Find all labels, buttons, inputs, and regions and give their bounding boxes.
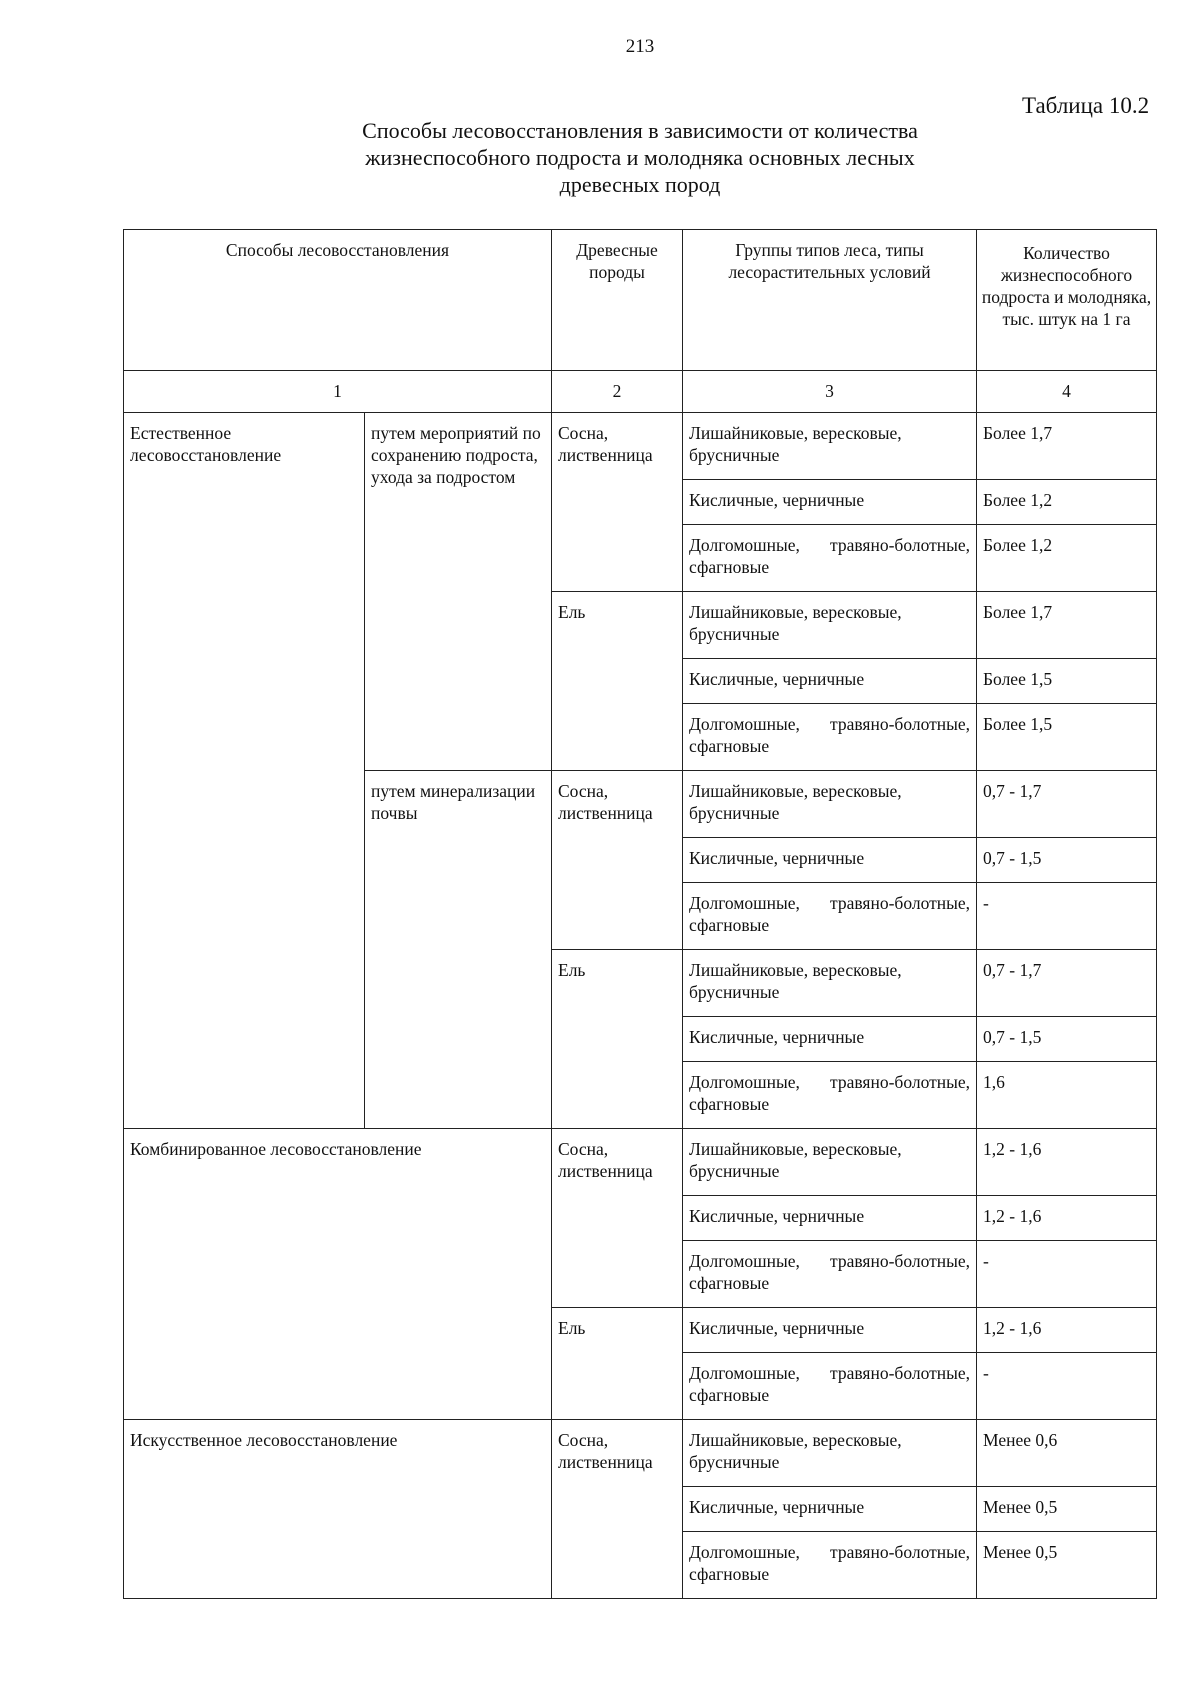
reforestation-table [123, 229, 1157, 1599]
amount-cell: - [977, 883, 1157, 950]
forest-type-cell: Кисличные, черничные [683, 659, 977, 704]
amount-cell: 0,7 - 1,5 [977, 838, 1157, 883]
forest-type-cell: Лишайниковые, вересковые, брусничные [683, 413, 977, 480]
species-cell: Сосна, лиственница [552, 1129, 683, 1308]
forest-type-cell: Долгомошные, травяно-болотные, сфагновые [683, 1532, 977, 1599]
forest-type-cell: Долгомошные, травяно-болотные, сфагновые [683, 525, 977, 592]
method-artificial: Искусственное лесовосстановление [124, 1420, 552, 1599]
forest-type-cell: Долгомошные, травяно-болотные, сфагновые [683, 704, 977, 771]
species-cell: Ель [552, 1308, 683, 1420]
column-number: 4 [977, 371, 1157, 413]
species-cell: Сосна, лиственница [552, 1420, 683, 1599]
forest-type-cell: Долгомошные, травяно-болотные, сфагновые [683, 1353, 977, 1420]
amount-cell: Более 1,7 [977, 592, 1157, 659]
amount-cell: Более 1,5 [977, 704, 1157, 771]
species-cell: Сосна, лиственница [552, 413, 683, 592]
document-title [290, 117, 990, 198]
forest-type-cell: Лишайниковые, вересковые, брусничные [683, 592, 977, 659]
amount-cell: Более 1,2 [977, 525, 1157, 592]
table-row [124, 413, 1157, 480]
page-number: 213 [625, 36, 655, 57]
header-forest-types: Группы типов леса, типы лесорастительных условий [683, 230, 977, 371]
method-natural: Естественное лесовосстановление [124, 413, 365, 1129]
species-cell: Ель [552, 592, 683, 771]
forest-type-cell: Кисличные, черничные [683, 838, 977, 883]
column-number-row [124, 371, 1157, 413]
column-number: 2 [552, 371, 683, 413]
submethod-preserve: путем мероприятий по сохранению подроста, ухода за подростом [365, 413, 552, 771]
amount-cell: - [977, 1353, 1157, 1420]
amount-cell: Менее 0,6 [977, 1420, 1157, 1487]
amount-cell: 0,7 - 1,7 [977, 771, 1157, 838]
forest-type-cell: Долгомошные, травяно-болотные, сфагновые [683, 1062, 977, 1129]
title-line: Способы лесовосстановления в зависимости от количества [362, 118, 918, 143]
forest-type-cell: Долгомошные, травяно-болотные, сфагновые [683, 883, 977, 950]
forest-type-cell: Лишайниковые, вересковые, брусничные [683, 1420, 977, 1487]
forest-type-cell: Лишайниковые, вересковые, брусничные [683, 1129, 977, 1196]
amount-cell: 1,2 - 1,6 [977, 1129, 1157, 1196]
amount-cell: Более 1,5 [977, 659, 1157, 704]
header-methods: Способы лесовосстановления [124, 230, 552, 371]
amount-cell: Менее 0,5 [977, 1532, 1157, 1599]
amount-cell: Более 1,7 [977, 413, 1157, 480]
submethod-mineral: путем минерализации почвы [365, 771, 552, 1129]
forest-type-cell: Кисличные, черничные [683, 480, 977, 525]
forest-type-cell: Кисличные, черничные [683, 1017, 977, 1062]
table-label: Таблица 10.2 [1022, 93, 1150, 118]
table-header-row [124, 230, 1157, 371]
species-cell: Сосна, лиственница [552, 771, 683, 950]
forest-type-cell: Кисличные, черничные [683, 1308, 977, 1353]
forest-type-cell: Лишайниковые, вересковые, брусничные [683, 771, 977, 838]
amount-cell: Более 1,2 [977, 480, 1157, 525]
amount-cell: 0,7 - 1,5 [977, 1017, 1157, 1062]
amount-cell: 0,7 - 1,7 [977, 950, 1157, 1017]
amount-cell: 1,2 - 1,6 [977, 1196, 1157, 1241]
forest-type-cell: Кисличные, черничные [683, 1487, 977, 1532]
title-line: жизнеспособного подроста и молодняка основных лесных [365, 145, 915, 170]
title-line: древесных пород [559, 172, 721, 197]
forest-type-cell: Кисличные, черничные [683, 1196, 977, 1241]
method-combined: Комбинированное лесовосстановление [124, 1129, 552, 1420]
amount-cell: 1,2 - 1,6 [977, 1308, 1157, 1353]
amount-cell: - [977, 1241, 1157, 1308]
table-row [124, 1420, 1157, 1487]
forest-type-cell: Лишайниковые, вересковые, брусничные [683, 950, 977, 1017]
column-number: 3 [683, 371, 977, 413]
amount-cell: 1,6 [977, 1062, 1157, 1129]
amount-cell: Менее 0,5 [977, 1487, 1157, 1532]
table-row [124, 1129, 1157, 1196]
forest-type-cell: Долгомошные, травяно-болотные, сфагновые [683, 1241, 977, 1308]
header-amount: Количество жизнеспособного подроста и молодняка, тыс. штук на 1 га [977, 230, 1157, 371]
column-number: 1 [124, 371, 552, 413]
species-cell: Ель [552, 950, 683, 1129]
header-species: Древесные породы [552, 230, 683, 371]
